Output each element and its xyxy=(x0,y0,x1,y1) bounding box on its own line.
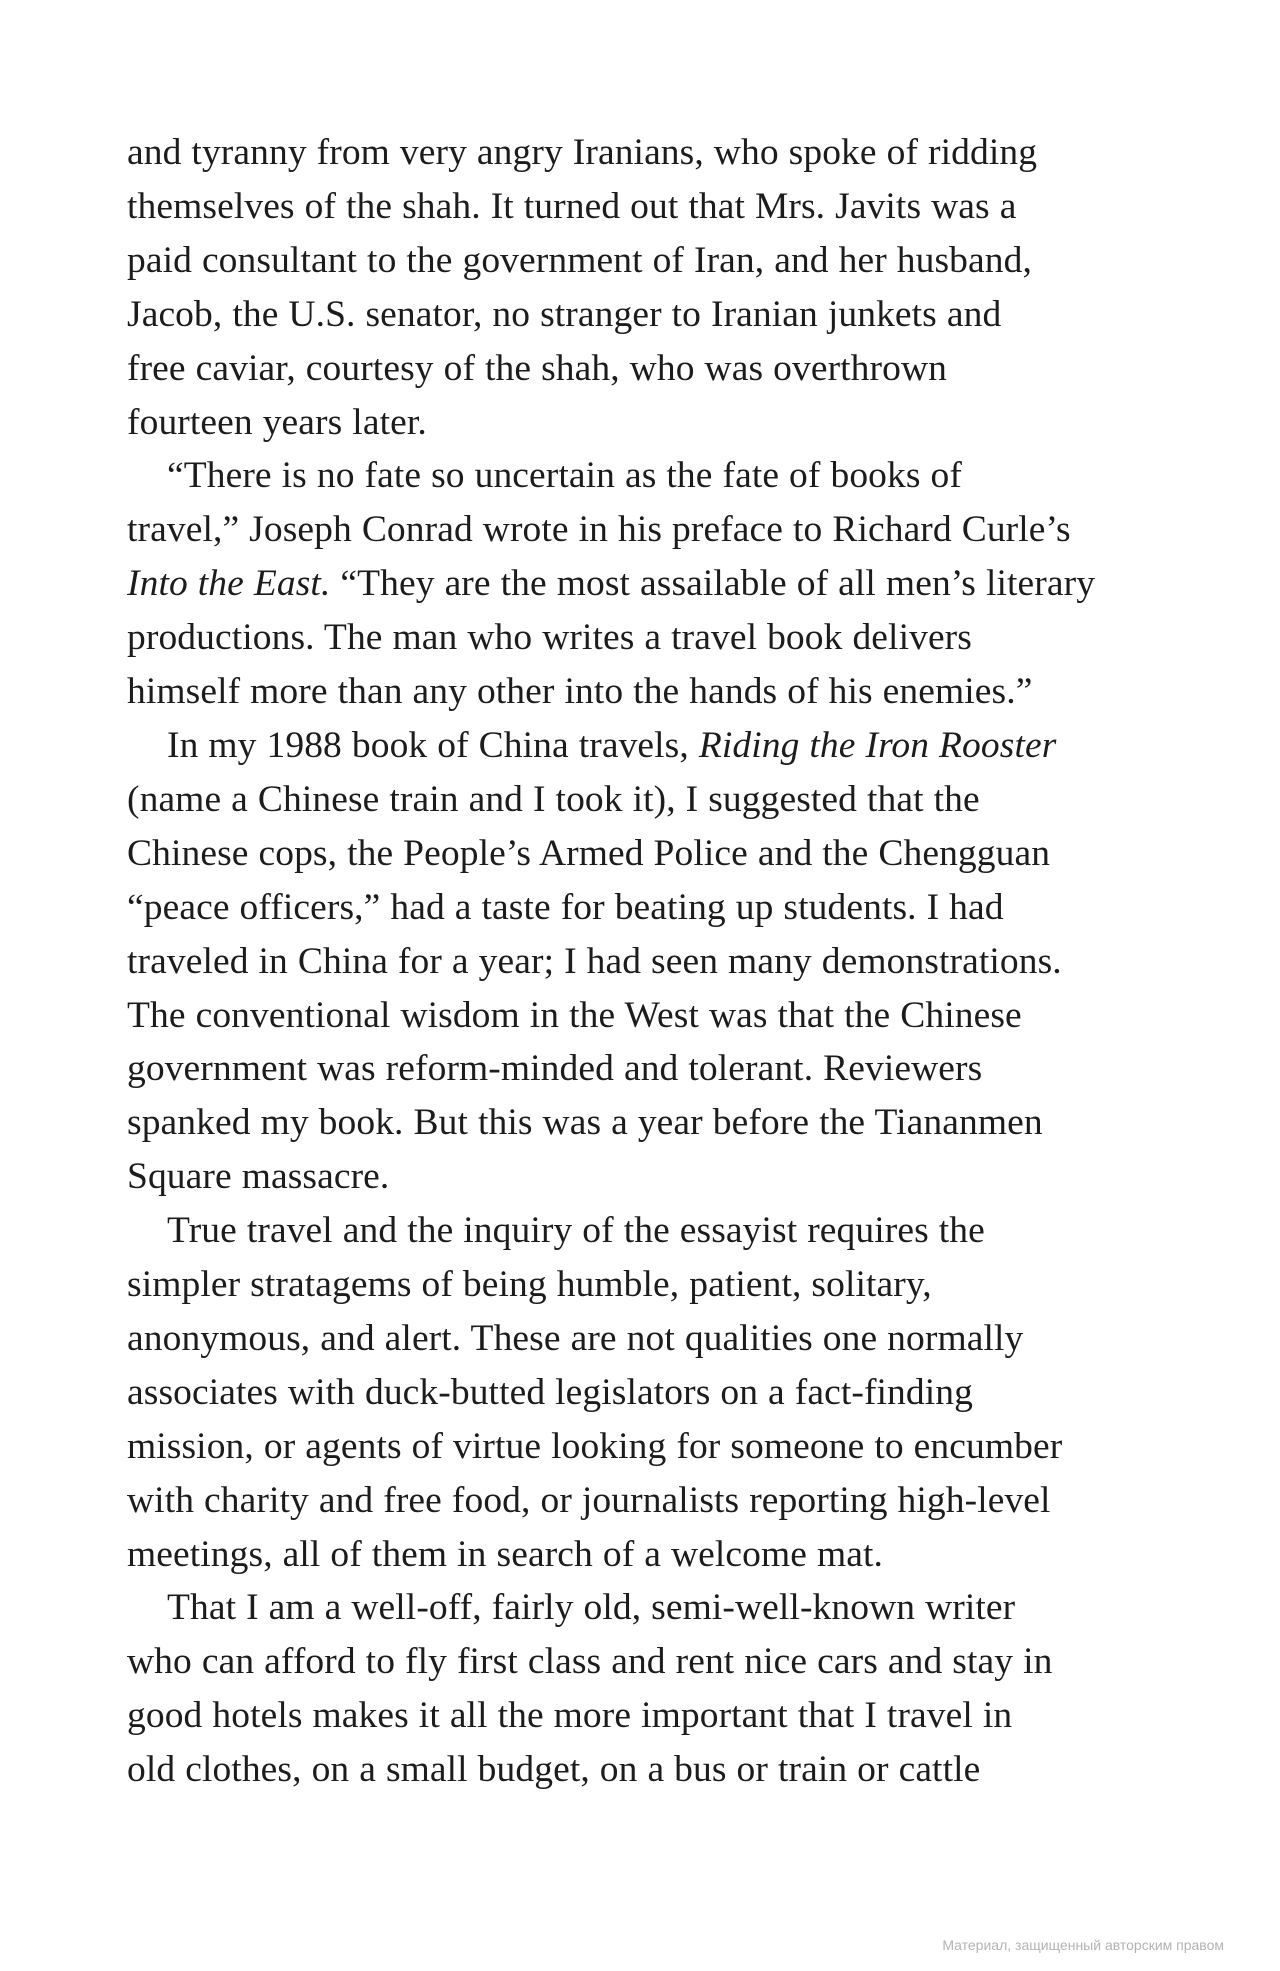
text-line xyxy=(127,665,1167,719)
text-segment: with charity and free food, or journalists reporting high-level xyxy=(127,1479,1051,1521)
text-line xyxy=(127,557,1167,611)
paragraph xyxy=(127,126,1167,449)
paragraph xyxy=(127,1581,1167,1797)
text-line xyxy=(127,1312,1167,1366)
text-segment: Jacob, the U.S. senator, no stranger to Iranian junkets and xyxy=(127,293,1002,335)
text-segment: good hotels makes it all the more important that I travel in xyxy=(127,1695,1013,1737)
text-segment: spanked my book. But this was a year before the Tiananmen xyxy=(127,1102,1043,1144)
text-line xyxy=(127,773,1167,827)
text-line xyxy=(127,1258,1167,1312)
text-segment: old clothes, on a small budget, on a bus or train or cattle xyxy=(127,1749,981,1791)
text-line xyxy=(127,1743,1167,1797)
book-page-body xyxy=(127,126,1167,1797)
text-line xyxy=(127,611,1167,665)
text-line xyxy=(127,1366,1167,1420)
text-line xyxy=(127,935,1167,989)
text-line xyxy=(127,1042,1167,1096)
text-segment: (name a Chinese train and I took it), I suggested that the xyxy=(127,778,980,820)
text-segment: simpler stratagems of being humble, patient, solitary, xyxy=(127,1264,932,1306)
text-line xyxy=(127,396,1167,450)
copyright-watermark: Материал, защищенный авторским правом xyxy=(942,1937,1224,1953)
text-segment: mission, or agents of virtue looking for someone to encumber xyxy=(127,1425,1063,1467)
text-line xyxy=(127,288,1167,342)
text-segment: True travel and the inquiry of the essayist requires the xyxy=(167,1210,985,1252)
text-line xyxy=(127,1096,1167,1150)
text-segment: The conventional wisdom in the West was that the Chinese xyxy=(127,994,1022,1036)
text-line xyxy=(127,1204,1167,1258)
text-line xyxy=(127,1581,1167,1635)
text-segment: government was reform-minded and tolerant. Reviewers xyxy=(127,1048,983,1090)
text-line xyxy=(127,989,1167,1043)
text-line xyxy=(127,234,1167,288)
paragraph xyxy=(127,1204,1167,1581)
paragraph xyxy=(127,719,1167,1204)
text-segment: “peace officers,” had a taste for beating up students. I had xyxy=(127,886,1004,928)
text-line xyxy=(127,1420,1167,1474)
text-segment: “There is no fate so uncertain as the fate of books of xyxy=(167,455,962,497)
text-line xyxy=(127,1474,1167,1528)
text-line xyxy=(127,1150,1167,1204)
text-line xyxy=(127,1528,1167,1582)
text-segment: Square massacre. xyxy=(127,1156,390,1198)
text-line xyxy=(127,1689,1167,1743)
text-line xyxy=(127,503,1167,557)
text-line xyxy=(127,827,1167,881)
text-line xyxy=(127,126,1167,180)
text-segment: himself more than any other into the hands of his enemies.” xyxy=(127,671,1033,713)
text-segment: meetings, all of them in search of a welcome mat. xyxy=(127,1533,884,1575)
text-segment: who can afford to fly first class and rent nice cars and stay in xyxy=(127,1641,1053,1683)
text-segment: associates with duck-butted legislators on a fact-finding xyxy=(127,1371,973,1413)
text-line xyxy=(127,449,1167,503)
text-segment: themselves of the shah. It turned out that Mrs. Javits was a xyxy=(127,185,1017,227)
text-segment: anonymous, and alert. These are not qualities one normally xyxy=(127,1317,1024,1359)
text-segment: In my 1988 book of China travels, xyxy=(167,724,699,766)
text-line xyxy=(127,180,1167,234)
text-line xyxy=(127,342,1167,396)
text-line xyxy=(127,1635,1167,1689)
text-segment: travel,” Joseph Conrad wrote in his preface to Richard Curle’s xyxy=(127,509,1071,551)
text-segment: That I am a well-off, fairly old, semi-well-known writer xyxy=(167,1587,1016,1629)
text-segment: “They are the most assailable of all men’s literary xyxy=(330,563,1096,605)
text-segment: traveled in China for a year; I had seen many demonstrations. xyxy=(127,940,1062,982)
text-segment: Chinese cops, the People’s Armed Police and the Chengguan xyxy=(127,832,1051,874)
text-line xyxy=(127,719,1167,773)
text-segment: fourteen years later. xyxy=(127,401,427,443)
paragraph xyxy=(127,449,1167,719)
text-segment: paid consultant to the government of Iran, and her husband, xyxy=(127,239,1032,281)
text-segment: productions. The man who writes a travel book delivers xyxy=(127,617,972,659)
text-segment: free caviar, courtesy of the shah, who was overthrown xyxy=(127,347,947,389)
text-segment: and tyranny from very angry Iranians, who spoke of ridding xyxy=(127,132,1038,173)
italic-title: Into the East. xyxy=(127,563,331,605)
text-line xyxy=(127,881,1167,935)
italic-title: Riding the Iron Rooster xyxy=(698,724,1057,766)
